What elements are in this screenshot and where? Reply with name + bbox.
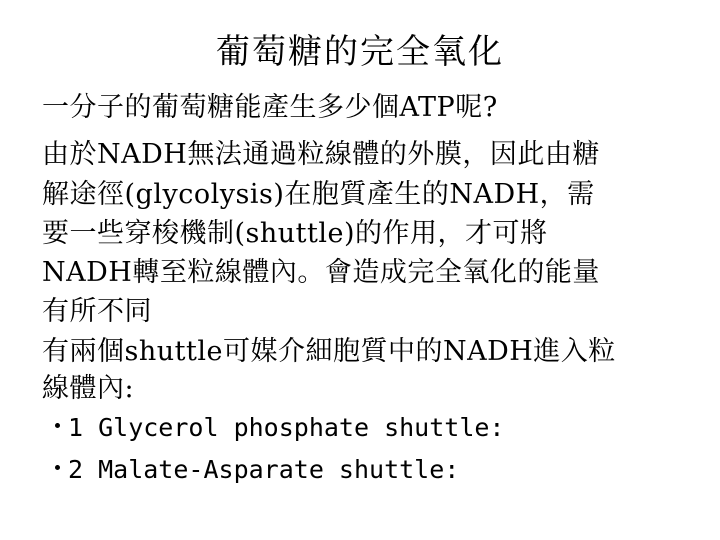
body-line-6: 有兩個shuttle可媒介細胞質中的NADH進入粒 xyxy=(42,336,616,367)
bullet-text: 1 Glycerol phosphate shuttle: xyxy=(68,413,505,442)
slide-title: 葡萄糖的完全氧化 xyxy=(216,32,504,72)
bullet-item xyxy=(44,410,505,446)
body-line-2: 解途徑(glycolysis)在胞質產生的NADH，需 xyxy=(42,179,595,210)
bullet-dot: ・ xyxy=(44,412,71,443)
body-line-3: 要一些穿梭機制(shuttle)的作用，才可將 xyxy=(42,218,548,249)
bullet-item xyxy=(44,452,459,488)
body-line-5: 有所不同 xyxy=(42,296,152,327)
body-line-7: 線體內: xyxy=(42,373,135,404)
bullet-text: 2 Malate-Asparate shuttle: xyxy=(68,455,460,484)
bullet-dot: ・ xyxy=(44,454,71,485)
question-line: 一分子的葡萄糖能產生多少個ATP呢? xyxy=(42,92,498,123)
body-line-4: NADH轉至粒線體內。會造成完全氧化的能量 xyxy=(42,257,600,288)
body-line-1: 由於NADH無法通過粒線體的外膜，因此由糖 xyxy=(42,139,600,170)
